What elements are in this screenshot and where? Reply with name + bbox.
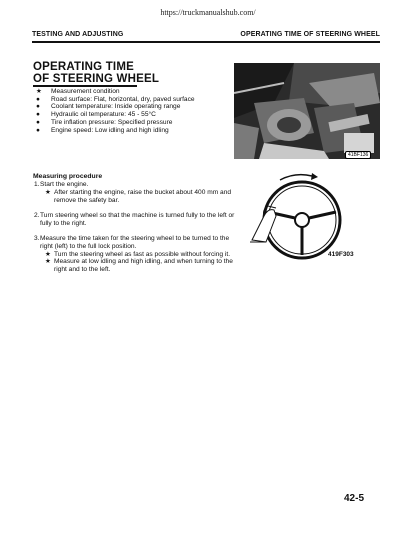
page-title	[33, 61, 159, 85]
procedure-step-1	[34, 181, 240, 204]
page-title-line-1: OPERATING TIME	[33, 61, 134, 73]
header-topic-title: OPERATING TIME OF STEERING WHEEL	[240, 31, 380, 38]
header-rule	[32, 41, 380, 43]
procedure-step-2	[34, 212, 240, 228]
steering-wheel-drawing	[250, 170, 350, 262]
condition-item: ● Engine speed: Low idling and high idling	[36, 126, 169, 134]
step-text: Measure the time taken for the steering wheel to be turned to the right (left) to the full lock position.	[40, 235, 230, 250]
step-text: Start the engine.	[40, 181, 89, 188]
step-number: 2.	[34, 212, 40, 219]
star-icon: ★	[36, 88, 42, 95]
bullet-icon: ●	[36, 111, 40, 119]
step-number: 3.	[34, 235, 40, 242]
step-note: ★ Turn the steering wheel as fast as possible without forcing it.	[45, 250, 231, 258]
step-note: ★ After starting the engine, raise the bucket about 400 mm and remove the safety bar.	[45, 188, 232, 204]
cab-interior-photo	[234, 63, 380, 159]
star-icon: ★	[45, 258, 51, 266]
bullet-icon: ●	[36, 103, 40, 111]
condition-item: ★ Measurement condition	[36, 88, 120, 95]
procedure-step-3	[34, 235, 240, 274]
measurement-conditions-list	[36, 88, 195, 134]
page-number: 42-5	[344, 493, 365, 504]
condition-item: ● Coolant temperature: Inside operating range	[36, 103, 181, 111]
star-icon: ★	[45, 250, 51, 258]
condition-item: ● Hydraulic oil temperature: 45 - 55°C	[36, 111, 156, 119]
title-underline	[33, 85, 137, 87]
bullet-icon: ●	[36, 118, 40, 126]
star-icon: ★	[45, 188, 51, 196]
measuring-procedure-heading: Measuring procedure	[33, 173, 103, 180]
source-url[interactable]: https://truckmanualshub.com/	[160, 8, 256, 17]
photo-reference-label: 41BF136	[345, 151, 371, 159]
condition-item: ● Road surface: Flat, horizontal, dry, paved surface	[36, 95, 195, 103]
step-number: 1.	[34, 181, 40, 188]
page-title-line-2: OF STEERING WHEEL	[33, 73, 160, 85]
steering-wheel-illustration	[250, 170, 350, 262]
condition-item: ● Tire inflation pressure: Specified pressure	[36, 118, 173, 126]
cab-interior-photo-graphic	[234, 63, 380, 159]
header-section-title: TESTING AND ADJUSTING	[32, 31, 124, 38]
figure-reference-label: 419F303	[328, 251, 354, 258]
step-note: ★ Measure at low idling and high idling, and when turning to the right and to the left.	[45, 258, 233, 274]
bullet-icon: ●	[36, 126, 40, 134]
bullet-icon: ●	[36, 95, 40, 103]
step-text: Turn steering wheel so that the machine is turned fully to the left or fully to the right.	[40, 212, 235, 227]
